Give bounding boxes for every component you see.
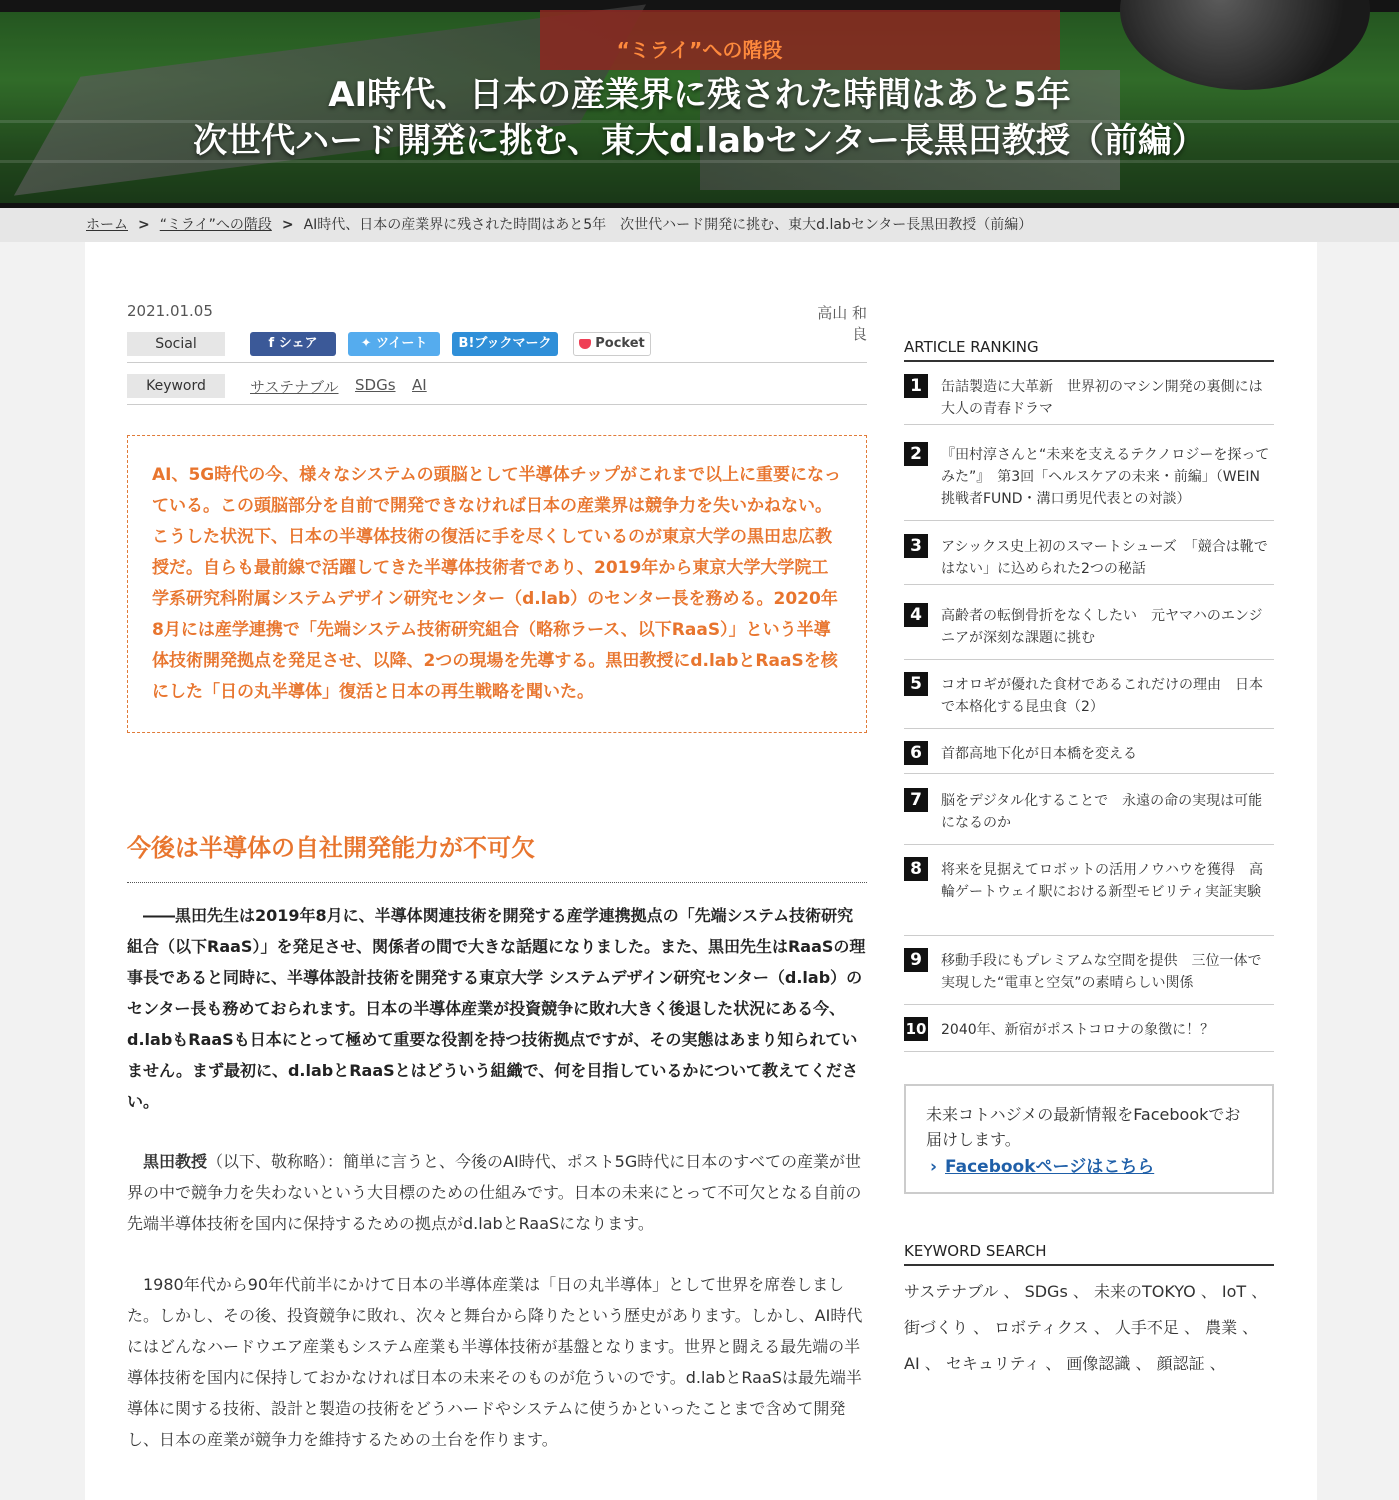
page-title-line1: AI時代、日本の産業界に残された時間はあと5年 — [328, 75, 1071, 115]
ranking-item[interactable] — [904, 672, 1274, 729]
ranking-link[interactable]: 脳をデジタル化することで 永遠の命の実現は可能になるのか — [941, 793, 1263, 831]
facebook-follow-box — [904, 1084, 1274, 1194]
facebook-page-link[interactable] — [930, 1152, 1154, 1177]
ranking-item[interactable] — [904, 374, 1274, 425]
facebook-icon: f — [268, 336, 279, 351]
facebook-share-label: シェア — [278, 336, 318, 351]
hatena-bookmark-label: ブックマーク — [474, 336, 552, 351]
ranking-link[interactable]: 缶詰製造に大革新 世界初のマシン開発の裏側には大人の青春ドラマ — [941, 379, 1263, 417]
facebook-page-link-label: Facebookページはこちら — [945, 1157, 1155, 1177]
ranking-item[interactable] — [904, 442, 1274, 521]
ranking-item[interactable] — [904, 534, 1274, 585]
ranking-link[interactable]: 2040年、新宿がポストコロナの象徴に！？ — [941, 1022, 1215, 1038]
ranking-title: ARTICLE RANKING — [904, 338, 1274, 362]
breadcrumb-separator: > — [138, 217, 150, 233]
ranking-item[interactable] — [904, 603, 1274, 660]
interview-answer — [127, 1146, 867, 1239]
rank-number: 1 — [904, 374, 928, 398]
twitter-bird-icon: ✦ — [360, 336, 377, 351]
lead-text: AI、5G時代の今、様々なシステムの頭脳として半導体チップがこれまで以上に重要になっている。この頭脳部分を自前で開発できなければ日本の産業界は競争力を失いかねない。こうした状況下、日本の半導体技術の復活に手を尽くしているのが東京大学の黒田忠広教授だ。自らも最前線で活躍してきた半導体技術者であり、2019年から東京大学大学院工学系研究科附属システムデザイン研究センター（d.lab）のセンター長を務める。2020年8月には産学連携で「先端システム技術研究組合（略称ラース、以下RaaS）」という半導体技術開発拠点を発足させ、以降、2つの現場を先導する。黒田教授にd.labとRaaSを核にした「日の丸半導体」復活と日本の再生戦略を聞いた。 — [152, 465, 842, 702]
section-heading: 今後は半導体の自社開発能力が不可欠 — [127, 834, 535, 862]
speaker-name: 黒田教授 — [143, 1152, 208, 1171]
twitter-share-button[interactable] — [348, 332, 440, 356]
pocket-button[interactable] — [573, 332, 651, 356]
lead-box — [127, 435, 867, 733]
keyword-label: Keyword — [127, 374, 225, 398]
social-row — [127, 326, 867, 363]
breadcrumb-home-link[interactable]: ホーム — [86, 217, 128, 233]
pocket-label: Pocket — [595, 336, 645, 351]
answer-paragraph: 1980年代から90年代前半にかけて日本の半導体産業は「日の丸半導体」として世界を席巻しました。しかし、その後、投資競争に敗れ、次々と舞台から降りたという歴史があります。しかし、AI時代にはどんなハードウエア産業もシステム産業も半導体技術が基盤となります。世界と闘える最先端の半導体技術を国内に保持しておかなければ日本の未来そのものが危ういのです。d.labとRaaSは最先端半導体に関する技術、設計と製造の技術をどうハードやシステムに使うかといったことまで含めて開発し、日本の産業が競争力を維持するための土台を作ります。 — [127, 1275, 863, 1449]
rank-number: 7 — [904, 788, 928, 812]
facebook-follow-text: 未来コトハジメの最新情報をFacebookでお届けします。 — [926, 1105, 1241, 1149]
keyword-link[interactable]: SDGs — [355, 376, 396, 394]
rank-number: 5 — [904, 672, 928, 696]
rank-number: 2 — [904, 442, 928, 466]
rank-number: 3 — [904, 534, 928, 558]
twitter-share-label: ツイート — [376, 336, 428, 351]
rank-number: 10 — [904, 1017, 928, 1041]
breadcrumb-separator: > — [281, 217, 294, 233]
ranking-link[interactable]: 首都高地下化が日本橋を変える — [941, 746, 1137, 762]
content-panel — [85, 242, 1317, 1500]
social-label: Social — [127, 332, 225, 356]
ranking-link[interactable]: 高齢者の転倒骨折をなくしたい 元ヤマハのエンジニアが深刻な課題に挑む — [941, 608, 1263, 646]
keyword-link[interactable]: AI — [412, 376, 427, 394]
heading-divider — [127, 882, 867, 883]
breadcrumb — [0, 208, 1399, 242]
keyword-row — [127, 368, 867, 405]
hero-banner — [0, 0, 1399, 208]
article-date: 2021.01.05 — [127, 302, 213, 320]
chevron-right-icon: › — [930, 1157, 938, 1177]
interview-question: ――黒田先生は2019年8月に、半導体関連技術を開発する産学連携拠点の「先端システム技術研究組合（以下RaaS）」を発足させ、関係者の間で大きな話題になりました。また、黒田先生はRaaSの理事長であると同時に、半導体設計技術を開発する東京大学 システムデザイン研究センター（d.lab）のセンター長も務めておられます。日本の半導体産業が投資競争に敗れ大きく後退した状況にある今、d.labもRaaSも日本にとって極めて重要な役割を持つ技術拠点ですが、その実態はあまり知られていません。まず最初に、d.labとRaaSとはどういう組織で、何を目指しているかについて教えてください。 — [127, 906, 866, 1111]
hero-category: “ミライ”への階段 — [616, 38, 783, 62]
rank-number: 4 — [904, 603, 928, 627]
ranking-item[interactable] — [904, 788, 1274, 845]
article-author: 高山 和良 — [817, 304, 867, 343]
ranking-link[interactable]: コオロギが優れた食材であるこれだけの理由 日本で本格化する昆虫食（2） — [941, 677, 1263, 715]
answer-text: （以下、敬称略）：簡単に言うと、今後のAI時代、ポスト5G時代に日本のすべての産業が世界の中で競争力を失わないという大目標のための仕組みです。日本の未来にとって不可欠となる自前の先端半導体技術を国内に保持するための拠点がd.labとRaaSになります。 — [127, 1152, 862, 1233]
ranking-item[interactable] — [904, 948, 1274, 1005]
ranking-link[interactable]: 『田村淳さんと“未来を支えるテクノロジーを探ってみた”』 第3回「ヘルスケアの未来・前編」（WEIN挑戦者FUND・溝口勇児代表との対談） — [941, 447, 1270, 507]
facebook-share-button[interactable] — [250, 332, 336, 356]
keyword-link[interactable]: サステナブル — [250, 378, 339, 396]
rank-number: 9 — [904, 948, 928, 972]
rank-number: 6 — [904, 741, 928, 765]
keyword-search-list[interactable]: サステナブル 、 SDGs 、 未来のTOKYO 、 IoT 、 街づくり 、 ロボティクス 、 人手不足 、 農業 、 AI 、 セキュリティ 、 画像認識 、 顔認証 、 — [904, 1282, 1268, 1373]
pocket-icon — [579, 339, 591, 349]
page-title — [0, 72, 1399, 164]
rank-number: 8 — [904, 857, 928, 881]
ranking-link[interactable]: 移動手段にもプレミアムな空間を提供 三位一体で実現した“電車と空気”の素晴らしい関係 — [941, 953, 1262, 991]
ranking-item[interactable] — [904, 1017, 1274, 1052]
ranking-link[interactable]: 将来を見据えてロボットの活用ノウハウを獲得 高輪ゲートウェイ駅における新型モビリティ実証実験 — [941, 862, 1263, 900]
ranking-link[interactable]: アシックス史上初のスマートシューズ 「競合は靴ではない」に込められた2つの秘話 — [941, 539, 1268, 577]
breadcrumb-current: AI時代、日本の産業界に残された時間はあと5年 次世代ハード開発に挑む、東大d.labセンター長黒田教授（前編） — [303, 217, 1033, 233]
page-title-line2: 次世代ハード開発に挑む、東大d.labセンター長黒田教授（前編） — [193, 121, 1206, 161]
hatena-icon: B! — [458, 336, 475, 351]
ranking-item[interactable] — [904, 857, 1274, 936]
breadcrumb-category-link[interactable]: “ミライ”への階段 — [159, 217, 272, 233]
ranking-item[interactable] — [904, 741, 1274, 774]
hatena-bookmark-button[interactable] — [452, 332, 558, 356]
keyword-search-title: KEYWORD SEARCH — [904, 1242, 1274, 1266]
